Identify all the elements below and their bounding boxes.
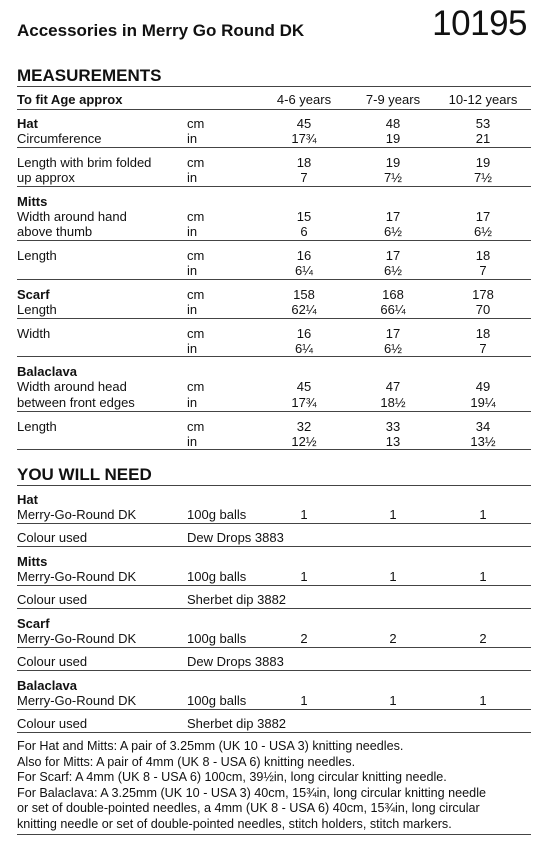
- yarn-name: Merry-Go-Round DK: [17, 631, 137, 646]
- measurement-value: 16: [296, 248, 312, 263]
- unit-label: cm: [187, 379, 205, 394]
- unit-label: cm: [187, 419, 205, 434]
- divider: [17, 834, 531, 835]
- size-header: 4-6 years: [276, 92, 332, 107]
- unit-label: in: [187, 341, 198, 356]
- measurement-label: Length: [17, 302, 57, 317]
- ball-count: 1: [479, 507, 487, 522]
- ball-count: 2: [389, 631, 397, 646]
- measurement-value: 13: [385, 434, 401, 449]
- ball-count: 1: [389, 507, 397, 522]
- measurement-value: 49: [475, 379, 491, 394]
- unit-label: 100g balls: [187, 569, 247, 584]
- yarn-name: Merry-Go-Round DK: [17, 507, 137, 522]
- measurement-value: 19¼: [470, 395, 496, 410]
- ball-count: 1: [389, 693, 397, 708]
- measurement-label: Width around hand: [17, 209, 127, 224]
- unit-label: cm: [187, 326, 205, 341]
- unit-label: in: [187, 170, 198, 185]
- measurement-value: 6½: [383, 224, 403, 239]
- unit-label: in: [187, 224, 198, 239]
- divider: [17, 186, 531, 187]
- ball-count: 1: [300, 569, 308, 584]
- colour-label: Colour used: [17, 592, 88, 607]
- needle-line: For Balaclava: A 3.25mm (UK 10 - USA 3) 40cm, 15¾in, long circular knitting needle: [17, 785, 486, 800]
- divider: [17, 608, 531, 609]
- garment-name: Balaclava: [17, 364, 77, 379]
- measurement-value: 66¼: [380, 302, 406, 317]
- measurement-value: 17¾: [291, 131, 317, 146]
- measurement-value: 18: [296, 155, 312, 170]
- measurement-value: 158: [293, 287, 315, 302]
- size-header: 10-12 years: [448, 92, 518, 107]
- garment-name: Scarf: [17, 287, 50, 302]
- pattern-number: 10195: [432, 4, 527, 43]
- measurement-value: 53: [475, 116, 491, 131]
- unit-label: cm: [187, 155, 205, 170]
- unit-label: 100g balls: [187, 507, 247, 522]
- colour-value: Dew Drops 3883: [187, 654, 284, 669]
- measurement-value: 18: [475, 248, 491, 263]
- garment-name: Mitts: [17, 194, 48, 209]
- divider: [17, 732, 531, 733]
- measurement-value: 17: [385, 326, 401, 341]
- colour-value: Sherbet dip 3882: [187, 592, 287, 607]
- measurement-value: 45: [296, 379, 312, 394]
- unit-label: in: [187, 302, 198, 317]
- measurement-value: 7½: [473, 170, 493, 185]
- measurement-value: 7: [479, 341, 487, 356]
- garment-name: Hat: [17, 492, 38, 507]
- measurement-label: Width: [17, 326, 51, 341]
- measurement-value: 17¾: [291, 395, 317, 410]
- measurement-value: 6: [300, 224, 308, 239]
- needle-line: For Scarf: A 4mm (UK 8 - USA 6) 100cm, 39½in, long circular knitting needle.: [17, 770, 447, 785]
- measurement-value: 47: [385, 379, 401, 394]
- yarn-name: Merry-Go-Round DK: [17, 693, 137, 708]
- measurement-label: Circumference: [17, 131, 102, 146]
- unit-label: in: [187, 263, 198, 278]
- colour-label: Colour used: [17, 654, 88, 669]
- measurement-value: 17: [475, 209, 491, 224]
- unit-label: cm: [187, 209, 205, 224]
- divider: [17, 647, 531, 648]
- measurement-value: 17: [385, 209, 401, 224]
- ball-count: 2: [300, 631, 308, 646]
- needle-line: knitting needle or set of double-pointed needles, stitch holders, stitch markers.: [17, 816, 452, 831]
- needle-line: Also for Mitts: A pair of 4mm (UK 8 - USA 6) knitting needles.: [17, 754, 356, 769]
- unit-label: 100g balls: [187, 693, 247, 708]
- colour-label: Colour used: [17, 716, 88, 731]
- divider: [17, 356, 531, 357]
- divider: [17, 709, 531, 710]
- needles-notes: [17, 739, 531, 833]
- measurement-value: 48: [385, 116, 401, 131]
- measurement-value: 32: [296, 419, 312, 434]
- measurement-value: 12½: [291, 434, 317, 449]
- measurement-value: 34: [475, 419, 491, 434]
- measurement-value: 19: [475, 155, 491, 170]
- ball-count: 1: [479, 569, 487, 584]
- divider: [17, 318, 531, 319]
- divider: [17, 485, 531, 486]
- ball-count: 1: [479, 693, 487, 708]
- measurement-value: 6½: [383, 263, 403, 278]
- needle-line: or set of double-pointed needles, a 4mm (UK 8 - USA 6) 40cm, 15¾in, long circular: [17, 801, 480, 816]
- colour-value: Dew Drops 3883: [187, 530, 284, 545]
- measurement-label: Width around head: [17, 379, 127, 394]
- divider: [17, 670, 531, 671]
- unit-label: cm: [187, 116, 205, 131]
- measurement-value: 21: [475, 131, 491, 146]
- size-header: 7-9 years: [365, 92, 421, 107]
- colour-label: Colour used: [17, 530, 88, 545]
- colour-value: Sherbet dip 3882: [187, 716, 287, 731]
- garment-name: Scarf: [17, 616, 50, 631]
- measurement-value: 168: [382, 287, 404, 302]
- divider: [17, 411, 531, 412]
- measurement-value: 6½: [473, 224, 493, 239]
- measurement-value: 19: [385, 131, 401, 146]
- measurement-label: Length with brim folded: [17, 155, 152, 170]
- measurement-value: 13½: [470, 434, 496, 449]
- measurement-value: 6¼: [294, 263, 314, 278]
- needle-line: For Hat and Mitts: A pair of 3.25mm (UK 10 - USA 3) knitting needles.: [17, 739, 404, 753]
- ball-count: 1: [300, 507, 308, 522]
- divider: [17, 279, 531, 280]
- measurement-value: 19: [385, 155, 401, 170]
- divider: [17, 585, 531, 586]
- measurement-value: 18½: [380, 395, 406, 410]
- divider: [17, 147, 531, 148]
- divider: [17, 523, 531, 524]
- divider: [17, 449, 531, 450]
- measurement-value: 6¼: [294, 341, 314, 356]
- measurement-value: 7½: [383, 170, 403, 185]
- divider: [17, 546, 531, 547]
- measurement-value: 6½: [383, 341, 403, 356]
- measurement-label: above thumb: [17, 224, 93, 239]
- garment-name: Balaclava: [17, 678, 77, 693]
- measurement-value: 45: [296, 116, 312, 131]
- fit-age-label: To fit Age approx: [17, 92, 123, 107]
- unit-label: in: [187, 434, 198, 449]
- measurements-heading: MEASUREMENTS: [17, 66, 162, 85]
- ball-count: 1: [300, 693, 308, 708]
- measurement-label: between front edges: [17, 395, 135, 410]
- measurement-value: 17: [385, 248, 401, 263]
- divider: [17, 86, 531, 87]
- measurement-value: 7: [479, 263, 487, 278]
- measurement-value: 15: [296, 209, 312, 224]
- unit-label: in: [187, 131, 198, 146]
- you-will-need-heading: YOU WILL NEED: [17, 465, 152, 484]
- unit-label: cm: [187, 248, 205, 263]
- unit-label: in: [187, 395, 198, 410]
- ball-count: 2: [479, 631, 487, 646]
- measurement-value: 18: [475, 326, 491, 341]
- measurement-label: Length: [17, 419, 57, 434]
- unit-label: cm: [187, 287, 205, 302]
- divider: [17, 109, 531, 110]
- measurement-label: Length: [17, 248, 57, 263]
- ball-count: 1: [389, 569, 397, 584]
- measurement-value: 70: [475, 302, 491, 317]
- measurement-value: 7: [300, 170, 308, 185]
- document-title: Accessories in Merry Go Round DK: [17, 21, 305, 40]
- divider: [17, 240, 531, 241]
- measurement-value: 178: [472, 287, 494, 302]
- measurement-value: 62¼: [291, 302, 317, 317]
- garment-name: Mitts: [17, 554, 48, 569]
- unit-label: 100g balls: [187, 631, 247, 646]
- measurement-label: up approx: [17, 170, 75, 185]
- yarn-name: Merry-Go-Round DK: [17, 569, 137, 584]
- measurement-value: 16: [296, 326, 312, 341]
- garment-name: Hat: [17, 116, 38, 131]
- measurement-value: 33: [385, 419, 401, 434]
